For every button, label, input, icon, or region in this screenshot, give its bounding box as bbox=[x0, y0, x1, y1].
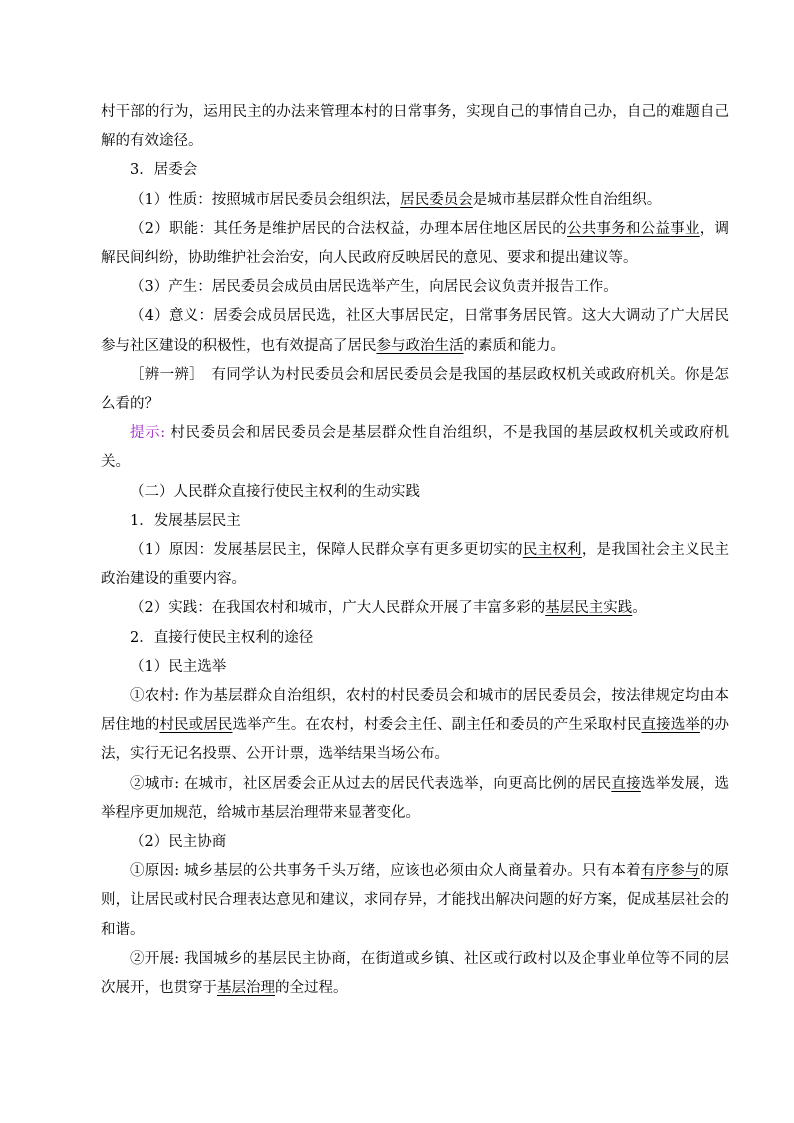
underlined-term: 居民委员会 bbox=[400, 191, 473, 208]
text-run: （1）民主选举 bbox=[130, 658, 227, 675]
text-run: （2）实践：在我国农村和城市，广大人民群众开展了丰富多彩的 bbox=[130, 600, 546, 617]
paragraph bbox=[101, 361, 729, 419]
text-run: ①农村: 作为基层群众自治组织，农村的村民委员会和城市的居民委员会，按法律规定均由本居住地的 bbox=[101, 688, 729, 734]
paragraph bbox=[101, 682, 729, 770]
paragraph bbox=[101, 594, 729, 623]
text-run: 的全过程。 bbox=[275, 980, 348, 997]
underlined-term: 直接 bbox=[611, 775, 641, 792]
paragraph bbox=[101, 857, 729, 945]
text-run: ，是我国社会主义民主政治建设的重要内容。 bbox=[101, 542, 730, 588]
paragraph bbox=[101, 215, 729, 273]
text-run: （3）产生：居民委员会成员由居民选举产生，向居民会议负责并报告工作。 bbox=[130, 279, 618, 296]
text-run: ［辨一辨］ 有同学认为村民委员会和居民委员会是我国的基层政权机关或政府机关。你是怎么看的？ bbox=[101, 366, 729, 413]
paragraph bbox=[101, 273, 729, 302]
hint-label: 提示: bbox=[130, 425, 166, 442]
paragraph bbox=[101, 945, 729, 1003]
paragraph bbox=[101, 828, 729, 857]
text-run: 选举发展，选举程序更加规范，给城市基层治理带来显著变化。 bbox=[101, 775, 730, 821]
text-run: 村民委员会和居民委员会是基层群众性自治组织，不是我国的基层政权机关或政府机关。 bbox=[101, 425, 729, 471]
paragraph bbox=[101, 186, 729, 215]
paragraph bbox=[101, 478, 729, 507]
text-run: ②城市: 在城市，社区居委会正从过去的居民代表选举，向更高比例的居民 bbox=[130, 775, 612, 792]
paragraph bbox=[101, 624, 729, 653]
paragraph bbox=[101, 770, 729, 828]
text-run: 的办法，实行无记名投票、公开计票，选举结果当场公布。 bbox=[101, 717, 730, 763]
paragraph bbox=[101, 419, 729, 477]
text-run: ，调解民间纠纷，协助维护社会治安，向人民政府反映居民的意见、要求和提出建议等。 bbox=[101, 220, 730, 267]
paragraph bbox=[101, 507, 729, 536]
paragraph bbox=[101, 653, 729, 682]
text-run: 1．发展基层民主 bbox=[130, 512, 241, 529]
text-run: （1）原因：发展基层民主，保障人民群众享有更多更切实的 bbox=[130, 542, 523, 559]
text-run: 是城市基层群众性自治组织。 bbox=[472, 191, 662, 208]
paragraph bbox=[101, 98, 729, 156]
text-run: （4）意义：居委会成员居民选，社区大事居民定，日常事务居民管。这大大调动了广大居民参与社区建设的积极性，也有效提高了居民 bbox=[101, 308, 729, 354]
paragraph bbox=[101, 536, 729, 594]
text-run: 的原则，让居民或村民合理表达意见和建议，求同存异，才能找出解决问题的好方案，促成基层社会的和谐。 bbox=[101, 863, 730, 938]
underlined-term: 民主权利 bbox=[522, 542, 582, 559]
text-run: （1）性质：按照城市居民委员会组织法， bbox=[130, 191, 401, 208]
text-run: （二）人民群众直接行使民主权利的生动实践 bbox=[130, 483, 420, 500]
underlined-term: 公共事务和公益事业 bbox=[567, 220, 700, 237]
underlined-term: 直接选举 bbox=[641, 717, 700, 734]
text-run: （2）职能：其任务是维护居民的合法权益，办理本居住地区居民的 bbox=[130, 220, 568, 237]
paragraph bbox=[101, 156, 729, 185]
underlined-term: 村民或居民 bbox=[159, 717, 233, 734]
underlined-term: 有序参与 bbox=[640, 863, 700, 880]
underlined-term: 基层民主实践 bbox=[545, 600, 633, 617]
paragraph bbox=[101, 302, 729, 360]
text-run: 2．直接行使民主权利的途径 bbox=[130, 629, 314, 646]
underlined-term: 基层治理 bbox=[217, 980, 275, 997]
text-run: 选举产生。在农村，村委会主任、副主任和委员的产生采取村民 bbox=[232, 717, 642, 734]
text-run: 的素质和能力。 bbox=[463, 337, 565, 354]
text-run: （2）民主协商 bbox=[130, 834, 227, 851]
text-run: 。 bbox=[632, 600, 647, 617]
underlined-term: 参与政治生活 bbox=[376, 337, 464, 354]
text-run: 3．居委会 bbox=[130, 162, 198, 179]
text-run: ①原因: 城乡基层的公共事务千头万绪，应该也必须由众人商量着办。只有本着 bbox=[130, 863, 641, 880]
text-run: ②开展: 我国城乡的基层民主协商，在街道或乡镇、社区或行政村以及企事业单位等不同的层次展开，也贯穿于 bbox=[101, 950, 729, 997]
document-body bbox=[101, 98, 729, 1003]
text-run: 村干部的行为，运用民主的办法来管理本村的日常事务，实现自己的事情自己办，自己的难题自己解的有效途径。 bbox=[101, 104, 729, 150]
